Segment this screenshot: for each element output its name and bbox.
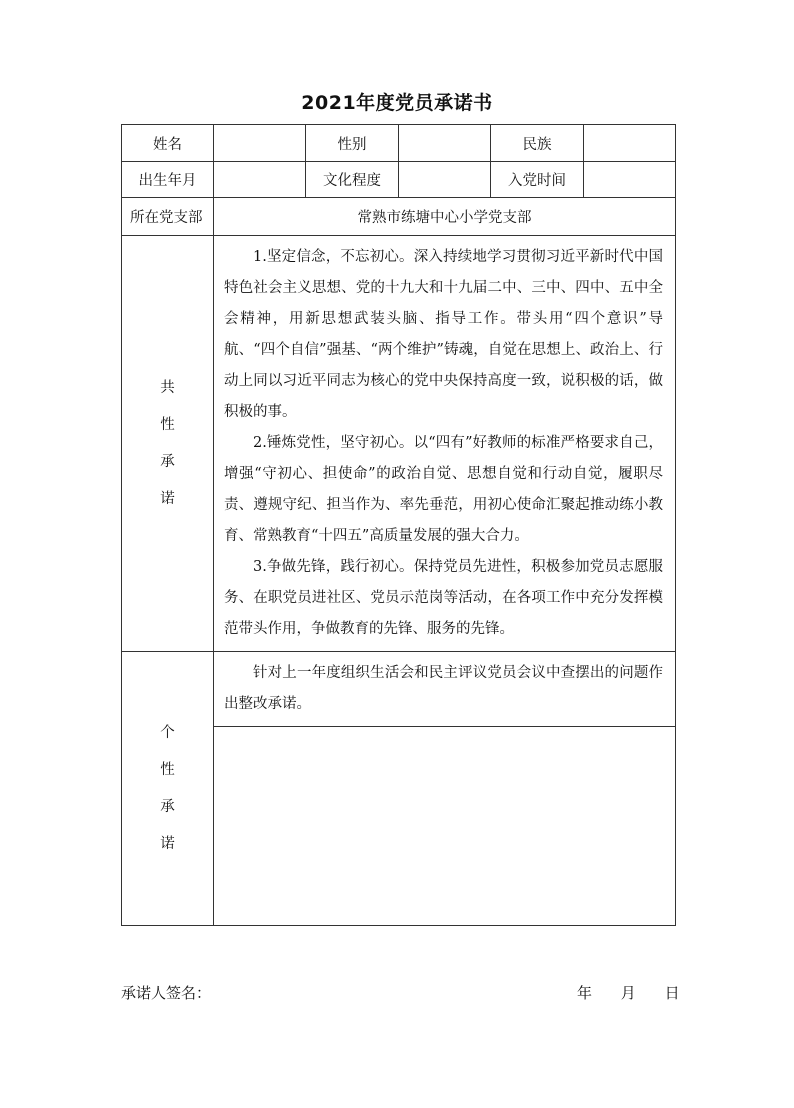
ethnicity-field[interactable] [584,125,676,162]
commitment-paragraph-2: 2.锤炼党性，坚守初心。以“四有”好教师的标准严格要求自己，增强“守初心、担使命”的政治自觉、思想自觉和行动自觉，履职尽责、遵规守纪、担当作为、率先垂范，用初心使命汇聚起推动练小教育、常熟教育“十四五”高质量发展的强大合力。 [224,435,663,544]
info-row-1 [122,125,676,162]
side-char: 性 [160,416,175,433]
side-char: 共 [160,379,175,396]
commitment-paragraph-1: 1.坚定信念，不忘初心。深入持续地学习贯彻习近平新时代中国特色社会主义思想、党的十九大和十九届二中、三中、四中、五中全会精神，用新思想武装头脑、指导工作。带头用“四个意识”导航、“四个自信”强基、“两个维护”铸魂，自觉在思想上、政治上、行动上同以习近平同志为核心的党中央保持高度一致，说积极的话，做积极的事。 [224,249,663,420]
instruction-text: 针对上一年度组织生活会和民主评议党员会议中查摆出的问题作出整改承诺。 [224,665,663,712]
document-title: 2021年度党员承诺书 [301,92,493,114]
side-char: 性 [160,761,175,778]
name-label: 姓名 [122,125,214,162]
gender-label: 性别 [306,125,399,162]
day-label: 日 [664,984,680,1002]
branch-label: 所在党支部 [122,198,214,236]
date-line [577,982,680,1003]
commitment-paragraph-3: 3.争做先锋，践行初心。保持党员先进性，积极参加党员志愿服务、在职党员进社区、党员示范岗等活动，在各项工作中充分发挥模范带头作用，争做教育的先锋、服务的先锋。 [224,559,663,637]
education-field[interactable] [399,162,491,198]
info-row-3 [122,198,676,236]
name-field[interactable] [214,125,306,162]
branch-field[interactable]: 常熟市练塘中心小学党支部 [214,198,676,236]
education-label: 文化程度 [306,162,399,198]
birth-date-label: 出生年月 [122,162,214,198]
ethnicity-label: 民族 [491,125,584,162]
side-char: 诺 [160,490,175,507]
side-char: 诺 [160,835,175,852]
side-char: 承 [160,453,175,470]
side-char: 承 [160,798,175,815]
common-commitment-content [214,236,676,652]
side-char: 个 [160,724,175,741]
gender-field[interactable] [399,125,491,162]
individual-instruction-row [122,652,676,727]
common-commitment-row [122,236,676,652]
join-date-field[interactable] [584,162,676,198]
individual-commitment-side-label [122,652,214,926]
join-date-label: 入党时间 [491,162,584,198]
year-label: 年 [577,984,593,1002]
signer-label: 承诺人签名： [121,984,212,1002]
individual-commitment-field[interactable] [214,727,676,926]
month-label: 月 [620,984,636,1002]
info-row-2 [122,162,676,198]
common-commitment-side-label [122,236,214,652]
commitment-form-table [121,124,676,926]
birth-date-field[interactable] [214,162,306,198]
individual-commitment-instruction [214,652,676,727]
